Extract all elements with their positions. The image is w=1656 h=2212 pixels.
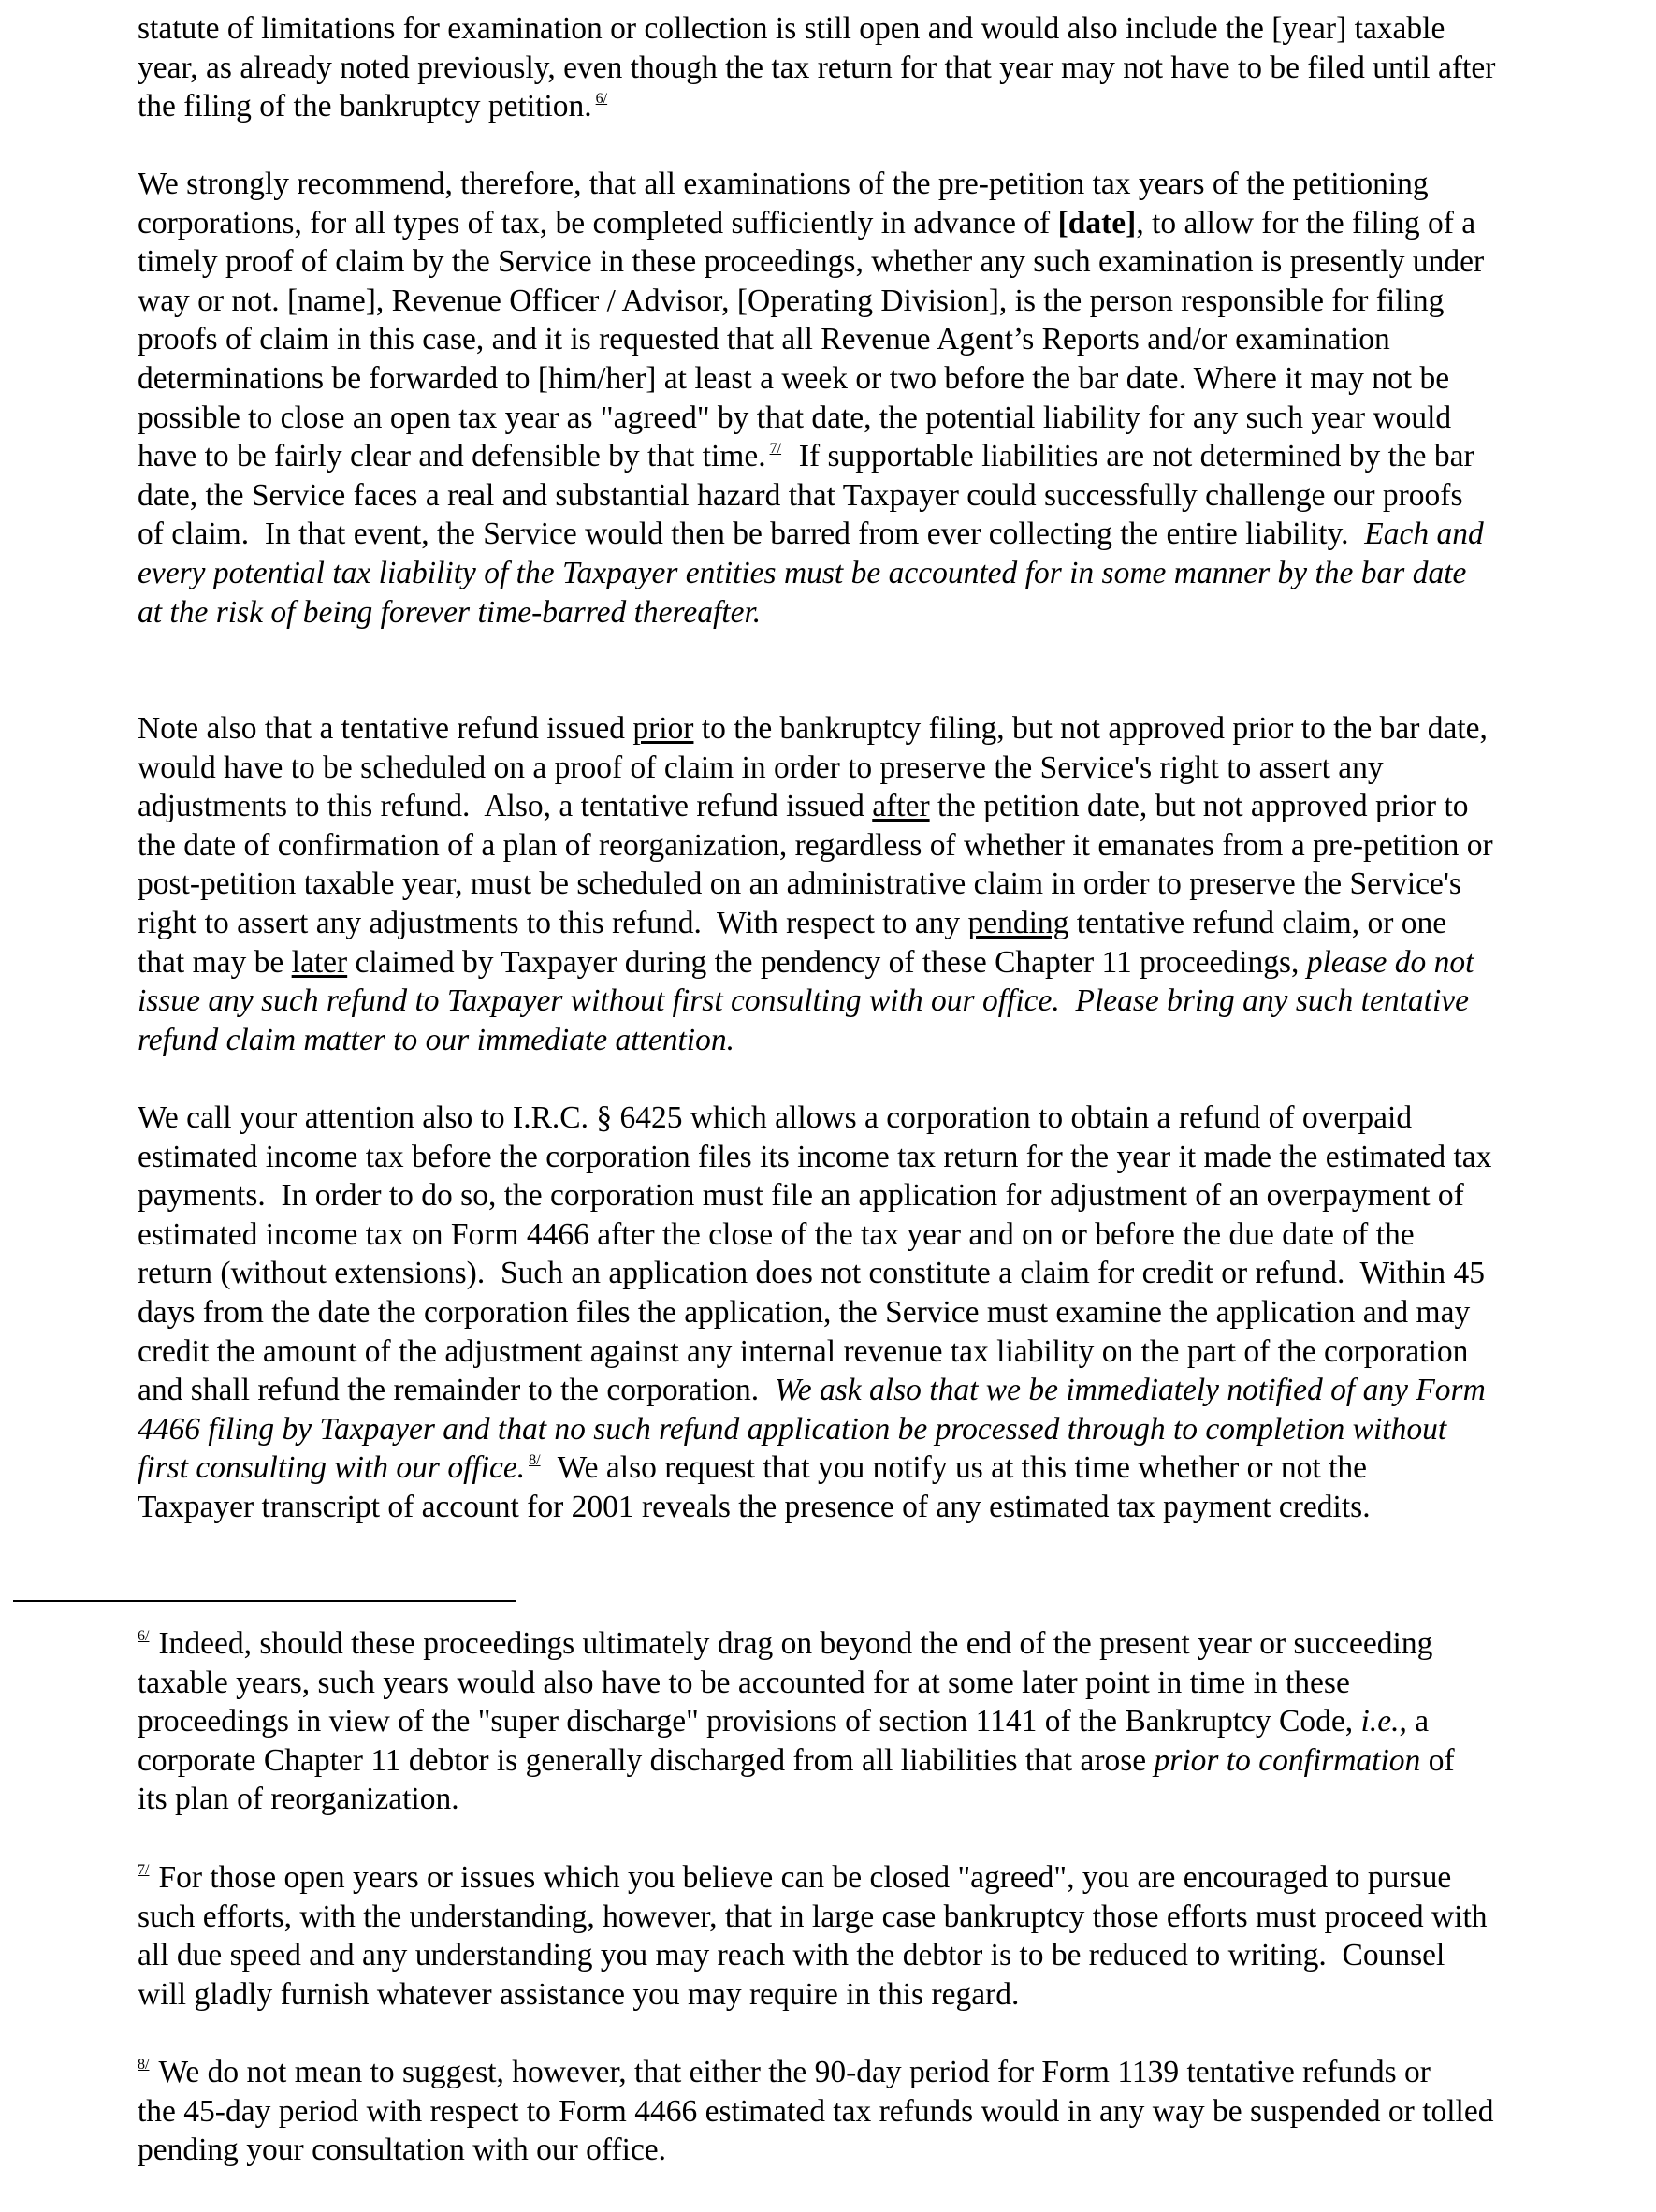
footnote-8: [138, 2053, 1649, 2170]
text-run: i.e.: [1360, 1704, 1400, 1739]
text-line: [138, 2053, 1649, 2092]
text-line: [138, 1664, 1649, 1703]
text-run: Taxpayer transcript of account for 2001 reveals the presence of any estimated tax payment credits.: [138, 1489, 1371, 1524]
text-run: to the bankruptcy filing, but not approved prior to the bar date,: [693, 711, 1488, 746]
text-run: statute of limitations for examination or collection is still open and would also include the [year] taxable: [138, 11, 1445, 46]
paragraph-recommend-examinations: [138, 165, 1649, 632]
text-run: proceedings in view of the "super discharge" provisions of section 1141 of the Bankruptcy Code,: [138, 1704, 1361, 1739]
text-line: [138, 2131, 1649, 2170]
text-line: [138, 1332, 1649, 1372]
text-line: [138, 165, 1649, 204]
text-run: have to be fairly clear and defensible by that time.: [138, 439, 766, 474]
text-run: return (without extensions). Such an application does not constitute a claim for credit or refund. Within 45: [138, 1256, 1486, 1291]
text-line: [138, 593, 1649, 633]
text-line: [138, 1488, 1649, 1527]
text-run: , to allow for the filing of a: [1136, 205, 1476, 240]
paragraph-statute-of-limitations: [138, 9, 1649, 126]
text-line: [138, 515, 1649, 554]
text-line: [138, 1371, 1649, 1410]
text-run: credit the amount of the adjustment against any internal revenue tax liability on the part of the corporation: [138, 1333, 1469, 1369]
text-line: [138, 1021, 1649, 1060]
text-run: refund claim matter to our immediate attention.: [138, 1022, 734, 1057]
text-run: the filing of the bankruptcy petition.: [138, 89, 592, 124]
text-line: [138, 399, 1649, 438]
text-run: the petition date, but not approved prior to: [929, 789, 1469, 824]
text-run: of: [1420, 1742, 1455, 1778]
text-line: [138, 1741, 1649, 1781]
footnote-marker: 8/: [138, 2057, 150, 2073]
text-run: We strongly recommend, therefore, that all examinations of the pre-petition tax years of the petitioning: [138, 167, 1429, 201]
text-line: [138, 476, 1649, 516]
text-run: taxable years, such years would also have to be accounted for at some later point in time in these: [138, 1665, 1350, 1700]
text-line: [138, 1099, 1649, 1138]
text-line: [138, 359, 1649, 399]
text-run: possible to close an open tax year as "agreed" by that date, the potential liability for any such year would: [138, 400, 1452, 435]
text-line: [138, 242, 1649, 282]
text-run: corporations, for all types of tax, be completed sufficiently in advance of: [138, 205, 1058, 240]
text-run: claimed by Taxpayer during the pendency of these Chapter 11 proceedings,: [347, 944, 1307, 980]
footnote-separator-rule: [13, 1600, 516, 1602]
text-run: first consulting with our office.: [138, 1450, 526, 1486]
text-run: post-petition taxable year, must be scheduled on an administrative claim in order to preserve the Service's: [138, 866, 1461, 902]
text-run: of claim. In that event, the Service would then be barred from ever collecting the entire liability.: [138, 517, 1365, 552]
text-run: prior: [632, 711, 694, 746]
text-line: [138, 865, 1649, 904]
text-line: [138, 787, 1649, 826]
footnote-7: [138, 1858, 1649, 2014]
footnote-reference: 8/: [529, 1452, 541, 1469]
text-run: year, as already noted previously, even though the tax return for that year may not have to be filed until after: [138, 50, 1496, 85]
footnote-marker: 7/: [138, 1862, 150, 1878]
text-run: payments. In order to do so, the corporation must file an application for adjustment of an overpayment of: [138, 1178, 1464, 1214]
text-run: please do not: [1306, 944, 1474, 980]
text-run: later: [291, 944, 348, 980]
text-run: its plan of reorganization.: [138, 1782, 459, 1817]
text-line: [138, 749, 1649, 788]
text-run: will gladly furnish whatever assistance you may require in this regard.: [138, 1976, 1020, 2012]
footnote-6: [138, 1624, 1649, 1819]
text-line: [138, 2092, 1649, 2132]
text-run: the 45-day period with respect to Form 4466 estimated tax refunds would in any way be suspended or tolled: [138, 2093, 1494, 2129]
text-run: Each and: [1364, 517, 1484, 552]
text-line: [138, 320, 1649, 359]
text-line: [138, 1780, 1649, 1819]
text-run: We call your attention also to I.R.C. § 6425 which allows a corporation to obtain a refund of overpaid: [138, 1100, 1413, 1135]
text-run: Indeed, should these proceedings ultimately drag on beyond the end of the present year or succeeding: [158, 1626, 1433, 1661]
text-line: [138, 1215, 1649, 1255]
text-run: every potential tax liability of the Taxpayer entities must be accounted for in some manner by the bar date: [138, 555, 1467, 590]
text-run: such efforts, with the understanding, however, that in large case bankruptcy those efforts must proceed with: [138, 1899, 1488, 1934]
text-run: pending your consultation with our office.: [138, 2132, 667, 2168]
paragraph-irc-6425: [138, 1099, 1649, 1527]
text-line: [138, 1898, 1649, 1937]
text-run: We do not mean to suggest, however, that either the 90-day period for Form 1139 tentative refunds or: [158, 2055, 1431, 2089]
text-run: at the risk of being forever time-barred thereafter.: [138, 594, 762, 630]
text-run: right to assert any adjustments to this refund. With respect to any: [138, 905, 968, 940]
text-run: all due speed and any understanding you may reach with the debtor is to be reduced to writing. Counsel: [138, 1938, 1445, 1973]
text-run: timely proof of claim by the Service in these proceedings, whether any such examination is presently under: [138, 244, 1485, 280]
text-run: days from the date the corporation files the application, the Service must examine the application and may: [138, 1294, 1471, 1330]
paragraph-tentative-refund: [138, 709, 1649, 1059]
text-run: tentative refund claim, or one: [1068, 905, 1447, 940]
text-line: [138, 1138, 1649, 1177]
text-line: [138, 826, 1649, 866]
text-line: [138, 204, 1649, 243]
text-run: We ask also that we be immediately notified of any Form: [774, 1373, 1486, 1408]
text-run: If supportable liabilities are not determined by the bar: [783, 439, 1474, 474]
text-line: [138, 9, 1649, 49]
footnote-reference: 7/: [769, 441, 782, 458]
text-line: [138, 1624, 1649, 1664]
text-line: [138, 1176, 1649, 1215]
text-run: date, the Service faces a real and substantial hazard that Taxpayer could successfully challenge our proofs: [138, 477, 1463, 513]
text-run: estimated income tax on Form 4466 after the close of the tax year and on or before the due date of the: [138, 1216, 1415, 1252]
text-line: [138, 437, 1649, 476]
text-run: pending: [967, 905, 1069, 940]
footnote-reference: 6/: [595, 91, 608, 108]
text-line: [138, 282, 1649, 321]
text-run: and shall refund the remainder to the corporation.: [138, 1373, 775, 1408]
text-run: way or not. [name], Revenue Officer / Advisor, [Operating Division], is the person responsible for filing: [138, 283, 1445, 318]
text-run: would have to be scheduled on a proof of claim in order to preserve the Service's right to assert any: [138, 749, 1384, 785]
text-line: [138, 1448, 1649, 1488]
text-run: after: [872, 789, 930, 824]
text-line: [138, 1254, 1649, 1293]
text-run: issue any such refund to Taxpayer without first consulting with our office. Please bring any such tentative: [138, 983, 1469, 1019]
text-run: the date of confirmation of a plan of reorganization, regardless of whether it emanates from a pre-petition or: [138, 827, 1493, 863]
text-run: 4466 filing by Taxpayer and that no such refund application be processed through to completion without: [138, 1411, 1447, 1447]
text-run: Note also that a tentative refund issued: [138, 711, 633, 746]
text-run: proofs of claim in this case, and it is requested that all Revenue Agent’s Reports and/or examination: [138, 322, 1390, 357]
text-line: [138, 1858, 1649, 1898]
text-line: [138, 87, 1649, 126]
text-line: [138, 1293, 1649, 1332]
text-run: adjustments to this refund. Also, a tentative refund issued: [138, 789, 873, 824]
text-run: [date]: [1057, 205, 1137, 240]
text-line: [138, 709, 1649, 749]
text-line: [138, 904, 1649, 943]
text-line: [138, 1936, 1649, 1975]
text-run: prior to confirmation: [1154, 1742, 1421, 1778]
text-line: [138, 49, 1649, 88]
footnote-marker: 6/: [138, 1628, 150, 1644]
text-line: [138, 943, 1649, 982]
text-line: [138, 554, 1649, 593]
text-run: corporate Chapter 11 debtor is generally discharged from all liabilities that arose: [138, 1742, 1155, 1778]
text-run: that may be: [138, 944, 292, 980]
text-line: [138, 1410, 1649, 1449]
text-run: For those open years or issues which you believe can be closed "agreed", you are encouraged to pursue: [158, 1860, 1452, 1895]
text-run: estimated income tax before the corporation files its income tax return for the year it made the estimated tax: [138, 1139, 1492, 1174]
text-run: , a: [1399, 1704, 1430, 1739]
text-line: [138, 982, 1649, 1021]
text-run: determinations be forwarded to [him/her] at least a week or two before the bar date. Where it may not be: [138, 360, 1450, 396]
text-line: [138, 1702, 1649, 1741]
text-run: We also request that you notify us at this time whether or not the: [542, 1450, 1368, 1486]
text-line: [138, 1975, 1649, 2015]
